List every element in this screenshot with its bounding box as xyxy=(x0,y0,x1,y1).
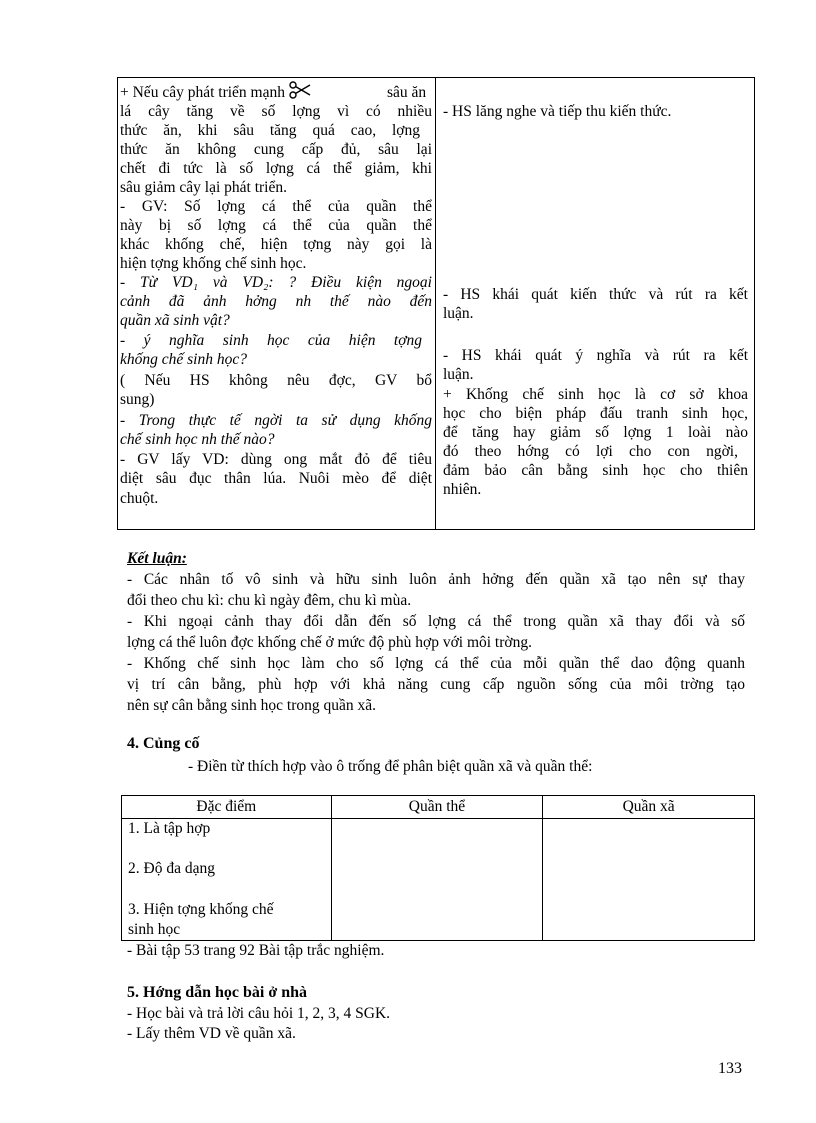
table-left-line: sâu giảm cây lại phát triển. xyxy=(120,179,287,196)
table-left-line: khác khống chế, hiện tợng này gọi là xyxy=(120,236,432,253)
community-answer-cell[interactable] xyxy=(543,819,755,941)
table-left-line: - GV lấy VD: dùng ong mắt đỏ để tiêu xyxy=(120,451,432,468)
exercise-line: - Bài tập 53 trang 92 Bài tập trắc nghiệm. xyxy=(127,942,385,959)
table-left-line: hiện tợng khống chế sinh học. xyxy=(120,255,307,272)
table-left-line: thức ăn không cung cấp đủ, sâu lại xyxy=(120,141,432,158)
homework-line: - Học bài và trả lời câu hỏi 1, 2, 3, 4 SGK. xyxy=(127,1005,391,1022)
table-right-line: học cho biện pháp đấu tranh sinh học, xyxy=(443,405,748,422)
table-left-line: - GV: Số lợng cá thể của quần thể xyxy=(120,198,432,215)
conclusion-line: lợng cá thể luôn đợc khống chế ở mức độ phù hợp với môi trờng. xyxy=(127,634,532,651)
table-right-line: đảm bảo cân bằng sinh học cho thiên xyxy=(443,462,748,479)
table-left-line: + Nếu cây phát triển mạnh xyxy=(120,83,311,104)
table-left-line: - Trong thực tế ngời ta sử dụng khống xyxy=(120,412,432,429)
header-population: Quần thể xyxy=(331,796,543,819)
table-left-line: chuột. xyxy=(120,490,159,507)
table-right-line: + Khống chế sinh học là cơ sở khoa xyxy=(443,386,748,403)
section-4-instruction: - Điền từ thích hợp vào ô trống để phân biệt quần xã và quần thể: xyxy=(188,758,593,775)
homework-line: - Lấy thêm VD về quần xã. xyxy=(127,1025,296,1042)
table-right-line: - HS lăng nghe và tiếp thu kiến thức. xyxy=(443,103,672,120)
characteristic-item: sinh học xyxy=(128,921,181,938)
teacher-activity-column xyxy=(118,78,436,529)
table-left-line: cảnh đã ảnh hởng nh thế nào đến xyxy=(120,293,432,310)
characteristic-item: 3. Hiện tợng khống chế xyxy=(128,901,274,918)
table-right-line: luận. xyxy=(443,366,474,383)
table-row xyxy=(122,819,755,941)
table-left-line: chế sinh học nh thế nào? xyxy=(120,431,275,448)
table-right-line: - HS khái quát ý nghĩa và rút ra kết xyxy=(443,347,748,364)
comparison-table xyxy=(121,795,755,941)
characteristic-item: 2. Độ đa dạng xyxy=(128,860,215,877)
table-left-line: lá cây tăng về số lợng vì có nhiều xyxy=(120,103,432,120)
conclusion-line: vị trí cân bằng, phù hợp với khả năng cung cấp nguồn sống của môi trờng tạo xyxy=(127,676,745,693)
table-left-line: này bị số lợng cá thể của quần thể xyxy=(120,217,432,234)
table-left-line: sung) xyxy=(120,391,155,408)
table-left-line: quần xã sinh vật? xyxy=(120,312,230,329)
characteristic-item: 1. Là tập hợp xyxy=(128,820,211,837)
page-number: 133 xyxy=(718,1060,742,1077)
section-4-title: 4. Củng cố xyxy=(127,735,200,752)
table-header-row xyxy=(122,796,755,819)
section-5-title: 5. Hớng dẫn học bài ở nhà xyxy=(127,984,307,1001)
lesson-table xyxy=(117,77,755,530)
table-left-line: - ý nghĩa sinh học của hiện tợng xyxy=(120,332,422,349)
table-left-line: khống chế sinh học? xyxy=(120,351,247,368)
table-right-line: nhiên. xyxy=(443,481,482,498)
conclusion-line: - Khi ngoại cảnh thay đổi dẫn đến số lợng cá thể trong quần xã thay đổi và số xyxy=(127,613,745,630)
table-right-line: - HS khái quát kiến thức và rút ra kết xyxy=(443,286,748,303)
header-community: Quần xã xyxy=(543,796,755,819)
table-left-line: chết đi tức là số lợng cá thể giảm, khi xyxy=(120,160,432,177)
student-activity-column xyxy=(436,78,754,529)
table-left-line: diệt sâu đục thân lúa. Nuôi mèo để diệt xyxy=(120,470,432,487)
table-left-line: thức ăn, khi sâu tăng quá cao, lợng xyxy=(120,122,420,139)
table-right-line: đó theo hớng có lợi cho con ngời, xyxy=(443,443,738,460)
table-left-line: sâu ăn xyxy=(387,84,427,101)
conclusion-line: - Khống chế sinh học làm cho số lợng cá thể của mỗi quần thể dao động quanh xyxy=(127,655,745,672)
conclusion-line: nên sự cân bằng sinh học trong quần xã. xyxy=(127,697,377,714)
conclusion-line: đổi theo chu kì: chu kì ngày đêm, chu kì mùa. xyxy=(127,592,412,609)
population-answer-cell[interactable] xyxy=(331,819,543,941)
conclusion-heading: Kết luận: xyxy=(127,550,187,567)
table-left-line: - Từ VD₁ và VD₂: ? Điều kiện ngoại xyxy=(120,274,432,291)
characteristic-cell xyxy=(122,819,332,941)
table-left-line: ( Nếu HS không nêu đợc, GV bổ xyxy=(120,372,432,389)
table-right-line: để tăng hay giảm số lợng 1 loài nào xyxy=(443,424,748,441)
header-characteristic: Đặc điểm xyxy=(122,796,332,819)
scissors-icon xyxy=(289,81,311,104)
table-right-line: luận. xyxy=(443,305,474,322)
conclusion-line: - Các nhân tố vô sinh và hữu sinh luôn ảnh hởng đến quần xã tạo nên sự thay xyxy=(127,571,745,588)
